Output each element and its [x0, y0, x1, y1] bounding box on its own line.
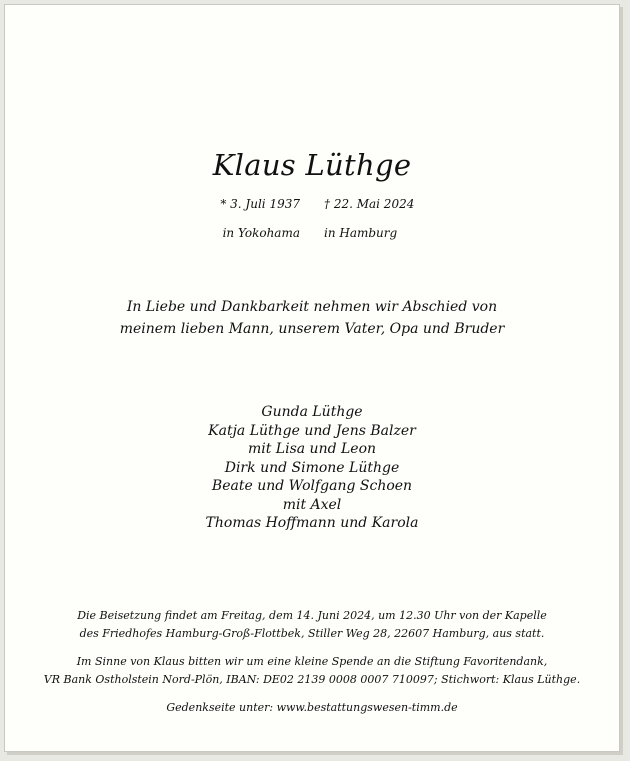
life-places — [5, 226, 619, 240]
donation-notice — [5, 653, 619, 688]
mourner-entry: Thomas Hoffmann und Karola — [205, 515, 419, 531]
obituary-card — [4, 4, 620, 752]
life-dates — [5, 197, 619, 211]
death-date: † 22. Mai 2024 — [324, 197, 415, 211]
farewell-line: In Liebe und Dankbarkeit nehmen wir Abschied von — [126, 299, 498, 315]
birth-date: * 3. Juli 1937 — [220, 197, 300, 211]
mourner-entry: mit Lisa und Leon — [247, 441, 377, 457]
mourners-list — [5, 403, 619, 533]
donation-notice-line: Im Sinne von Klaus bitten wir um eine kleine Spende an die Stiftung Favoritendank, — [76, 655, 548, 668]
farewell-text — [5, 296, 619, 340]
mourner-entry: Dirk und Simone Lüthge — [224, 459, 400, 476]
mourner-entry: mit Axel — [282, 496, 342, 513]
memorial-page-link: Gedenkseite unter: www.bestattungswesen-timm.de — [166, 701, 458, 714]
donation-notice-line: VR Bank Ostholstein Nord-Plön, IBAN: DE02 2139 0008 0007 710097; Stichwort: Klaus Lüthge. — [43, 672, 581, 686]
deceased-name: Klaus Lüthge — [212, 148, 412, 182]
death-place: in Hamburg — [324, 226, 398, 240]
mourner-entry: Beate und Wolfgang Schoen — [211, 478, 413, 494]
farewell-line: meinem lieben Mann, unserem Vater, Opa und Bruder — [119, 321, 505, 337]
birth-place: in Yokohama — [222, 226, 300, 240]
funeral-notice-line: Die Beisetzung findet am Freitag, dem 14. Juni 2024, um 12.30 Uhr von der Kapelle — [77, 609, 547, 622]
funeral-notice — [5, 607, 619, 642]
mourner-entry: Katja Lüthge und Jens Balzer — [208, 422, 416, 439]
funeral-notice-line: des Friedhofes Hamburg-Groß-Flottbek, Stiller Weg 28, 22607 Hamburg, aus statt. — [79, 626, 545, 640]
mourner-entry: Gunda Lüthge — [261, 404, 363, 420]
